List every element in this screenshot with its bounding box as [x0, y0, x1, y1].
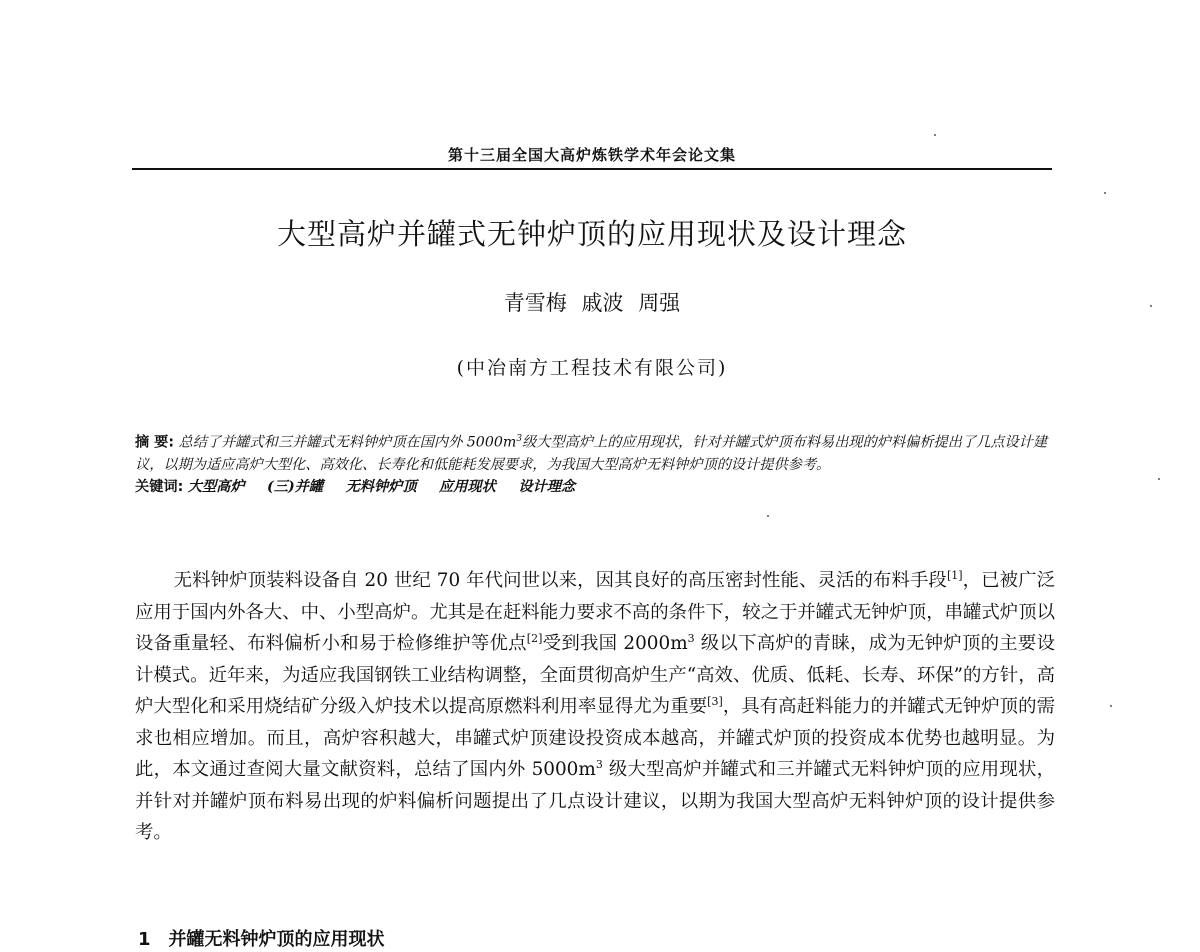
- unit-superscript: 3: [595, 757, 603, 771]
- keyword: (三)并罐: [267, 478, 324, 495]
- keyword: 设计理念: [518, 478, 576, 495]
- abstract-body-a: 总结了并罐式和三并罐式无料钟炉顶在国内外 5000m: [178, 434, 517, 451]
- keyword: 大型高炉: [187, 478, 245, 495]
- citation-ref: [2]: [526, 631, 543, 645]
- affiliation: (中冶南方工程技术有限公司): [456, 357, 728, 379]
- intro-text: 无料钟炉顶装料设备自 20 世纪 70 年代问世以来，因其良好的高压密封性能、灵活的布料手段: [173, 570, 947, 591]
- citation-ref: [1]: [946, 568, 963, 582]
- paper-title: 大型高炉并罐式无钟炉顶的应用现状及设计理念: [276, 217, 907, 251]
- scan-speck: [1150, 305, 1152, 307]
- abstract-text: [135, 428, 1055, 476]
- scan-speck: [767, 515, 769, 517]
- abstract-label: 摘 要:: [135, 434, 174, 451]
- intro-paragraph: [135, 565, 1055, 849]
- section-title: 并罐无料钟炉顶的应用现状: [168, 929, 385, 950]
- unit-superscript: 3: [687, 631, 695, 645]
- keywords-label: 关键词:: [135, 478, 184, 495]
- intro-text: 级以下高炉的青睐，成为无钟炉顶的主要设计模式。近年来，为适应我国钢铁工业结构调整，全面贯彻高炉生产“高效、优质、低耗、长寿、环保”的方针，高炉大型化和采用烧结矿分级入炉技术以提高原燃料利用率显得尤为重要: [135, 633, 1055, 717]
- keyword: 应用现状: [439, 478, 496, 495]
- abstract-body-b: 级大型高炉上的应用现状，针对并罐式炉顶布料易出现的炉料偏析提出了几点设计建议，以期为适应高炉大型化、高效化、长寿化和低能耗发展要求，为我国大型高炉无料钟炉顶的设计提供参考。: [135, 434, 1048, 473]
- scan-speck: [1158, 478, 1160, 480]
- abstract-superscript: 3: [516, 434, 523, 444]
- scan-speck: [1110, 705, 1112, 707]
- author-name: 戚波: [581, 291, 624, 315]
- intro-text: ，已被广泛应用于国内外各大、中、小型高炉。尤其是在赶料能力要求不高的条件下，较之于并罐式无钟炉顶，串罐式炉顶以设备重量轻、布料偏析小和易于检修维护等优点: [135, 570, 1055, 654]
- section-number: 1: [138, 929, 151, 950]
- abstract-block: [135, 428, 1055, 498]
- author-name: 青雪梅: [503, 291, 567, 315]
- running-header: 第十三届全国大高炉炼铁学术年会论文集: [447, 146, 736, 164]
- keywords-row: [135, 476, 1055, 498]
- intro-text: 级大型高炉并罐式和三并罐式无料钟炉顶的应用现状，并针对并罐炉顶布料易出现的炉料偏析问题提出了几点设计建议，以期为我国大型高炉无料钟炉顶的设计提供参考。: [135, 759, 1055, 843]
- scan-speck: [934, 134, 936, 136]
- author-list: [132, 289, 1052, 317]
- author-name: 周强: [638, 291, 681, 315]
- scan-speck: [1104, 192, 1106, 194]
- header-rule: [132, 168, 1052, 170]
- keyword: 无料钟炉顶: [345, 478, 417, 495]
- section-heading: [138, 928, 1038, 952]
- intro-text: 受到我国 2000m: [542, 633, 688, 654]
- intro-text: ，具有高赶料能力的并罐式无钟炉顶的需求也相应增加。而且，高炉容积越大，串罐式炉顶建设投资成本越高，并罐式炉顶的投资成本优势也越明显。为此，本文通过查阅大量文献资料，总结了国内外 5000m: [135, 696, 1055, 780]
- citation-ref: [3]: [707, 694, 723, 708]
